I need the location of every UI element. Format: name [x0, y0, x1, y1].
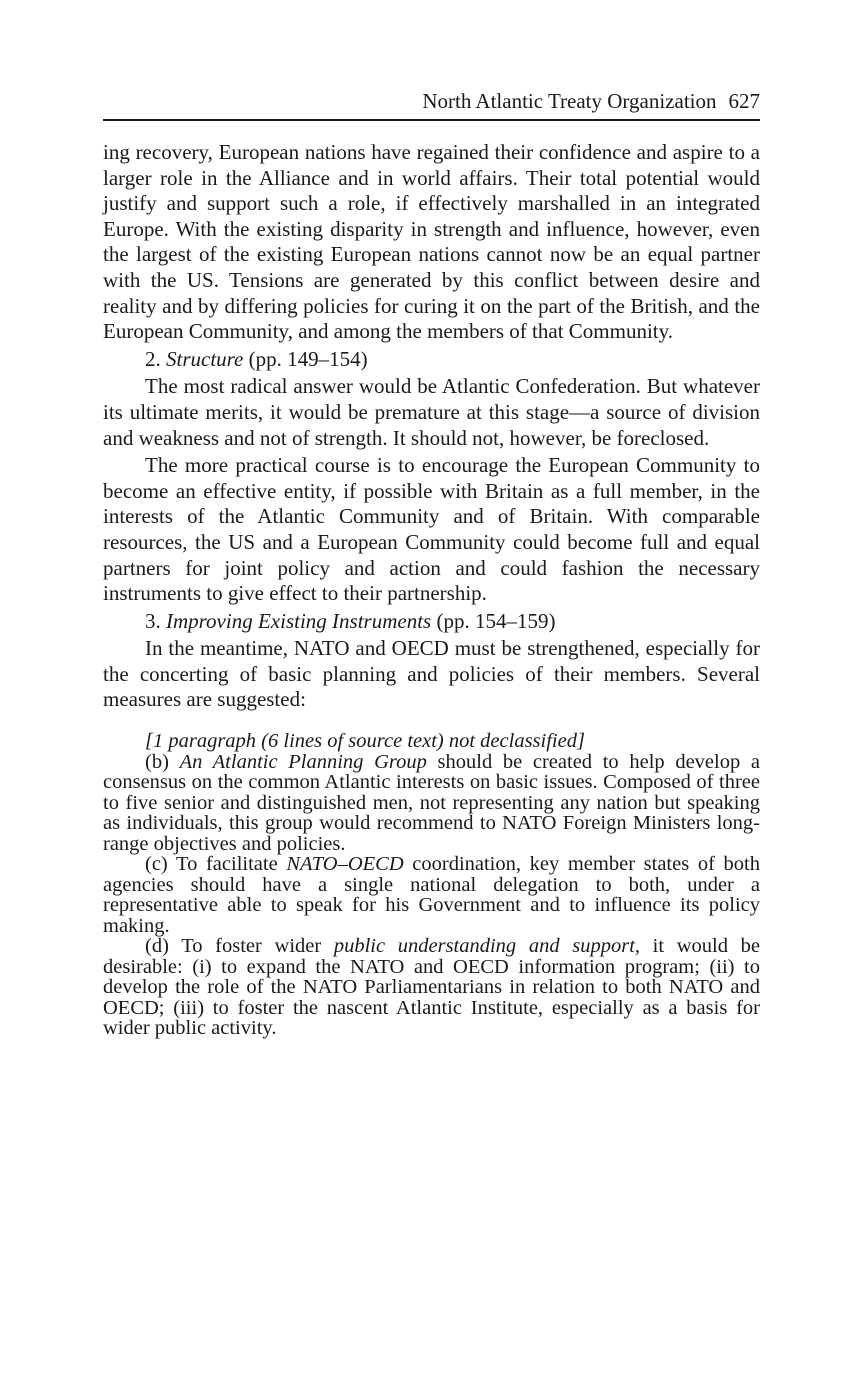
- section-title: Improving Existing Instruments: [166, 608, 432, 633]
- running-title: North Atlantic Treaty Organization: [422, 89, 717, 113]
- paragraph-meantime: In the meantime, NATO and OECD must be strengthened, especially for the concerting of basic planning and policies of their members. Several measures are suggested:: [103, 636, 760, 712]
- section-number: 3.: [145, 608, 161, 633]
- section-pages: (pp. 154–159): [436, 608, 556, 633]
- measure-d: [103, 936, 760, 1039]
- section-pages: (pp. 149–154): [248, 346, 368, 371]
- running-header: [103, 88, 760, 121]
- measure-text: should be created to help develop a consensus on the common Atlantic interests on basic issues. Composed of three to five senior and distinguished men, not representing any nation but speaking as individuals, this group would recommend to NATO Foreign Ministers long-range objectives and policies.: [103, 750, 760, 855]
- section-number: 2.: [145, 346, 161, 371]
- measure-text: coordination, key member states of both agencies should have a single national delegation to both, under a representative able to speak for his Government and to influence its policy making.: [103, 853, 760, 937]
- measure-prefix: (b): [145, 750, 180, 773]
- section-title: Structure: [166, 346, 244, 371]
- measure-emphasis: public understanding and support,: [333, 935, 641, 958]
- measure-emphasis: NATO–OECD: [286, 853, 404, 876]
- measures-list: [103, 731, 760, 1039]
- section-heading-structure: [103, 347, 760, 373]
- measure-text: it would be desirable: (i) to expand the NATO and OECD information program; (ii) to develop the role of the NATO Parliamentarians in relation to both NATO and OECD; (iii) to foster the nascent Atlantic Institute, especially as a basis for wider public activity.: [103, 935, 760, 1040]
- measure-emphasis: An Atlantic Planning Group: [179, 750, 427, 773]
- page-number: 627: [728, 89, 760, 113]
- measure-c: [103, 854, 760, 936]
- not-declassified-note: [103, 731, 760, 752]
- measure-b: [103, 752, 760, 855]
- paragraph-continuation: ing recovery, European nations have regained their confidence and aspire to a larger role in the Alliance and in world affairs. Their total potential would justify and support such a role, if effectively marshalled in an integrated Europe. With the existing disparity in strength and influence, however, even the largest of the existing European nations cannot now be an equal partner with the US. Tensions are generated by this conflict between desire and reality and by differing policies for curing it on the part of the British, and the European Community, and among the members of that Community.: [103, 140, 760, 344]
- document-page: [103, 88, 760, 1039]
- section-heading-instruments: [103, 609, 760, 635]
- paragraph-confederation: The most radical answer would be Atlantic Confederation. But whatever its ultimate merits, it would be premature at this stage—a source of division and weakness and not of strength. It should not, however, be foreclosed.: [103, 374, 760, 450]
- body-text: [103, 140, 760, 713]
- measure-prefix: (c) To facilitate: [145, 853, 287, 876]
- not-declassified-text: [1 paragraph (6 lines of source text) not declassified]: [145, 730, 585, 753]
- paragraph-practical-course: The more practical course is to encourage the European Community to become an effective entity, if possible with Britain as a full member, in the interests of the Atlantic Community and of Britain. With comparable resources, the US and a European Community could become full and equal partners for joint policy and action and could fashion the necessary instruments to give effect to their partnership.: [103, 453, 760, 606]
- measure-prefix: (d) To foster wider: [145, 935, 334, 958]
